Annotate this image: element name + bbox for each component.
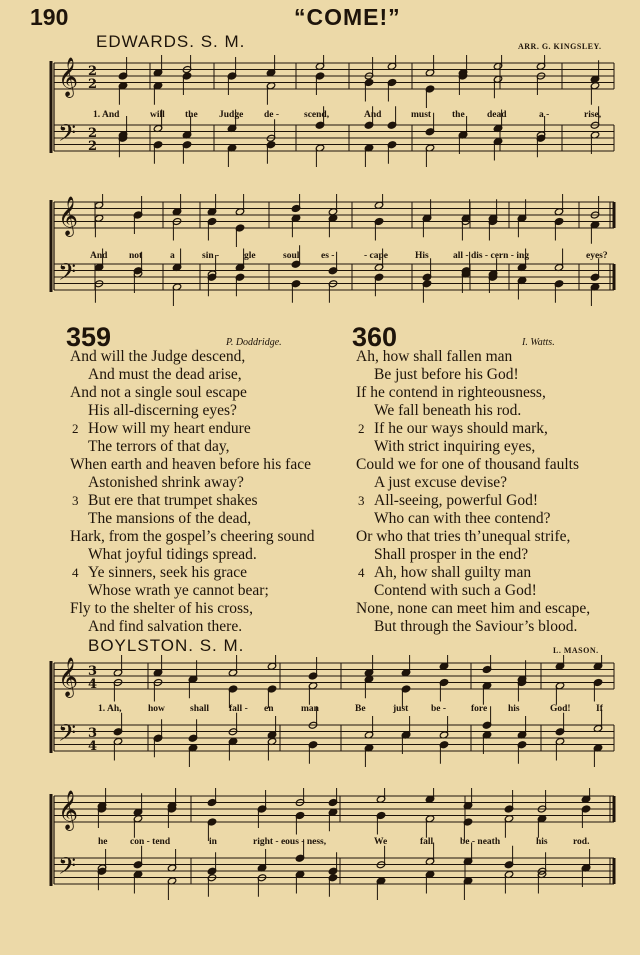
verse-line: The terrors of that day, [88, 438, 230, 455]
time-signature-denominator: 2 [88, 139, 98, 154]
time-signature-numerator: 2 [88, 64, 98, 79]
verse-line: Could we for one of thousand faults [356, 456, 579, 473]
bass-clef-icon: 𝄢 [58, 258, 77, 291]
lyric-syllable: If [596, 704, 603, 714]
time-signature-denominator: 4 [88, 739, 98, 754]
lyric-syllable: And [90, 251, 108, 261]
lyric-row-boylston-1 [0, 704, 640, 718]
treble-clef-icon: 𝄞 [58, 790, 79, 830]
verse-line: Ah, how shall fallen man [356, 348, 513, 365]
lyric-syllable: right - eous - ness, [253, 837, 327, 847]
lyric-syllable: his [508, 704, 520, 714]
page-title: “COME!” [294, 4, 401, 30]
verse-number: 2 [358, 421, 365, 436]
lyric-syllable: scend, [304, 110, 330, 120]
hymn-number-360: 360 [352, 322, 398, 352]
lyric-syllable: dead [487, 110, 507, 120]
verse-line: With strict inquiring eyes, [374, 438, 536, 455]
lyric-syllable: en [264, 704, 274, 714]
verse-number: 4 [358, 565, 365, 580]
verse-line: None, none can meet him and escape, [356, 600, 591, 617]
lyric-syllable: 1. And [93, 110, 120, 120]
time-signature-denominator: 4 [88, 677, 98, 692]
verse-line: His all-discerning eyes? [88, 402, 237, 419]
verse-line: Whose wrath ye cannot bear; [88, 582, 269, 599]
hymn-author-359: P. Doddridge. [226, 337, 282, 348]
hymn-360-text [320, 0, 640, 640]
verse-line: The mansions of the dead, [88, 510, 252, 527]
verse-line: And not a single soul escape [70, 384, 247, 401]
time-signature-numerator: 3 [88, 726, 98, 741]
lyric-syllable: a [170, 251, 175, 261]
lyric-syllable: And [364, 110, 382, 120]
verse-line: When earth and heaven before his face [70, 456, 311, 473]
lyric-syllable: a - [539, 110, 550, 120]
verse-line: What joyful tidings spread. [88, 546, 257, 563]
verse-number: 3 [72, 493, 79, 508]
hymn-359-text [0, 0, 320, 640]
lyric-syllable: es - [321, 251, 335, 261]
verse-line: All-seeing, powerful God! [374, 492, 538, 509]
hymn-author-360: I. Watts. [522, 337, 555, 348]
lyric-syllable: shall [190, 704, 210, 714]
lyric-syllable: We [374, 837, 388, 847]
lyric-syllable: be - [431, 704, 447, 714]
tune-name-boylston: BOYLSTON. S. M. [88, 636, 245, 655]
lyric-syllable: the [452, 110, 465, 120]
lyric-syllable: will [150, 110, 165, 120]
verse-line: How will my heart endure [88, 420, 251, 437]
lyric-syllable: fore [471, 704, 488, 714]
tune-name-edwards: EDWARDS. S. M. [96, 32, 246, 51]
time-signature-numerator: 3 [88, 664, 98, 679]
lyric-syllable: - cape [364, 251, 389, 261]
verse-line: But through the Saviour’s blood. [374, 618, 578, 635]
lyric-syllable: be - neath [460, 837, 501, 847]
verse-line: We fall beneath his rod. [374, 402, 522, 419]
verse-line: And find salvation there. [88, 618, 243, 635]
lyric-row-boylston-2 [0, 837, 640, 851]
lyric-syllable: not [129, 251, 143, 261]
verse-number: 2 [72, 421, 79, 436]
lyric-syllable: soul [283, 251, 300, 261]
tune-arranger-boylston: L. MASON. [553, 646, 599, 655]
verse-line: Be just before his God! [374, 366, 519, 383]
verse-line: If he contend in righteousness, [356, 384, 546, 401]
treble-clef-icon: 𝄞 [58, 57, 79, 97]
lyric-syllable: all - dis - cern - ing [453, 251, 529, 261]
verse-number: 3 [358, 493, 365, 508]
bass-clef-icon: 𝄢 [58, 852, 77, 885]
tune-arranger-edwards: ARR. G. KINGSLEY. [518, 42, 602, 51]
lyric-syllable: man [301, 704, 319, 714]
lyric-syllable: rise, [584, 110, 602, 120]
verse-line: Astonished shrink away? [88, 474, 244, 491]
verse-line: Contend with such a God! [374, 582, 537, 599]
lyric-syllable: just [393, 704, 409, 714]
verse-line: Ah, how shall guilty man [374, 564, 532, 581]
lyric-syllable: his [536, 837, 548, 847]
lyric-syllable: rod. [573, 837, 590, 847]
time-signature-numerator: 2 [88, 126, 98, 141]
lyric-syllable: con - tend [130, 837, 171, 847]
lyric-syllable: the [185, 110, 198, 120]
time-signature-denominator: 2 [88, 77, 98, 92]
lyric-syllable: 1. Ah, [98, 704, 122, 714]
verse-line: If he our ways should mark, [374, 420, 548, 437]
lyric-syllable: how [148, 704, 165, 714]
lyric-syllable: fall - [229, 704, 248, 714]
verse-line: Ye sinners, seek his grace [88, 564, 247, 581]
lyric-syllable: God! [550, 704, 571, 714]
verse-line: Fly to the shelter of his cross, [70, 600, 253, 617]
verse-line: Or who that tries th’unequal strife, [356, 528, 571, 545]
lyric-syllable: de - [264, 110, 280, 120]
lyric-syllable: gle [244, 251, 256, 261]
verse-number: 4 [72, 565, 79, 580]
verse-line: Who can with thee contend? [374, 510, 551, 527]
page-number: 190 [30, 4, 69, 30]
verse-line: But ere that trumpet shakes [88, 492, 258, 509]
verse-line: And will the Judge descend, [70, 348, 246, 365]
lyric-syllable: Judge [219, 110, 244, 120]
verse-line: Hark, from the gospel’s cheering sound [70, 528, 315, 545]
treble-clef-icon: 𝄞 [58, 657, 79, 697]
lyric-syllable: he [98, 837, 108, 847]
verse-line: And must the dead arise, [88, 366, 242, 383]
lyric-syllable: must [411, 110, 432, 120]
verse-line: A just excuse devise? [374, 474, 508, 491]
lyric-syllable: in [209, 837, 217, 847]
hymn-number-359: 359 [66, 322, 112, 352]
lyric-syllable: fall [420, 837, 434, 847]
verse-line: Shall prosper in the end? [374, 546, 529, 563]
treble-clef-icon: 𝄞 [58, 196, 79, 236]
lyric-syllable: eyes? [586, 251, 608, 261]
lyric-syllable: His [415, 251, 429, 261]
lyric-syllable: sin - [202, 251, 220, 261]
bass-clef-icon: 𝄢 [58, 719, 77, 752]
lyric-syllable: Be [355, 704, 366, 714]
bass-clef-icon: 𝄢 [58, 119, 77, 152]
